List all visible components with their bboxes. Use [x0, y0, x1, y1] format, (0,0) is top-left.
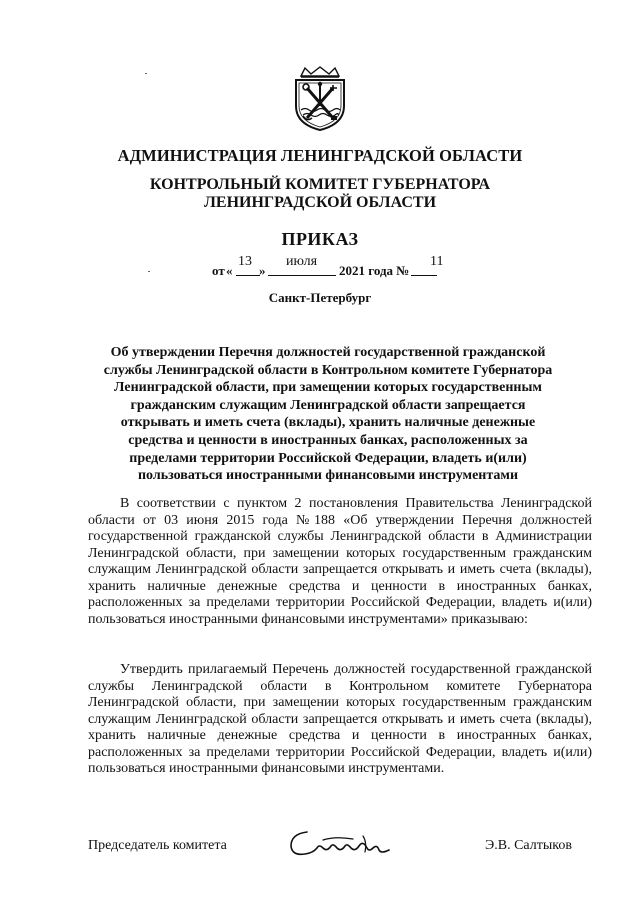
city-label: Санкт-Петербург: [268, 290, 372, 305]
scan-speck: [145, 73, 147, 74]
committee-heading: [0, 176, 640, 212]
signatory-title: Председатель комитета: [88, 838, 227, 853]
order-subject: Об утверждении Перечня должностей государственной гражданской службы Ленинградской области в Контрольном комитете Губернатора Ленинградской области, при замещении которых государственным гражданским служащим Ленинградской области запрещается открывать и иметь счета (вклады), хранить наличные денежные средства и ценности в иностранных банках, расположенных за пределами территории Российской Федерации, владеть и(или) пользоваться иностранными финансовыми инструментами: [103, 345, 553, 484]
handwritten-signature-icon: [283, 824, 395, 864]
signatory-name: Э.В. Салтыков: [485, 838, 572, 853]
document-type-title: ПРИКАЗ: [281, 229, 359, 249]
committee-heading-line2: ЛЕНИНГРАДСКОЙ ОБЛАСТИ: [203, 194, 437, 211]
number-underline: [411, 275, 437, 276]
scan-speck: [148, 271, 150, 272]
quote-open: «: [226, 263, 233, 278]
day-underline: [236, 275, 260, 276]
body-paragraph-1: В соответствии с пунктом 2 постановления Правительства Ленинградской области от 03 июня 2015 года №188 «Об утверждении Перечня должностей государственной гражданской службы Ленинградской области в Администрации Ленинградской области, при замещении которых государственным гражданским служащим Ленинградской области запрещается открывать и иметь счета (вклады), хранить наличные денежные средства и ценности в иностранных банках, расположенных за пределами территории Российской Федерации, владеть и(или) пользоваться иностранными финансовыми инструментами» приказываю:: [88, 496, 592, 627]
committee-heading-line1: КОНТРОЛЬНЫЙ КОМИТЕТ ГУБЕРНАТОРА: [149, 176, 491, 193]
year-and-number-label: 2021 года №: [339, 263, 410, 278]
body-paragraph-2: Утвердить прилагаемый Перечень должностей государственной гражданской службы Ленинградской области в Контрольном комитете Губернатора Ленинградской области, при замещении которых государственным гражданским служащим Ленинградской области запрещается открывать и иметь счета (вклады), хранить наличные денежные средства и ценности в иностранных банках, расположенных за пределами территории Российской Федерации, владеть и(или) пользоваться иностранными финансовыми инструментами.: [88, 662, 592, 776]
coat-of-arms-icon: [287, 66, 353, 132]
administration-heading: АДМИНИСТРАЦИЯ ЛЕНИНГРАДСКОЙ ОБЛАСТИ: [117, 146, 523, 165]
month-underline: [268, 275, 336, 276]
order-month: июля: [286, 254, 318, 269]
order-number: 11: [430, 254, 444, 269]
quote-close: »: [259, 263, 266, 278]
date-prefix: от: [212, 263, 225, 278]
order-day: 13: [238, 254, 252, 269]
